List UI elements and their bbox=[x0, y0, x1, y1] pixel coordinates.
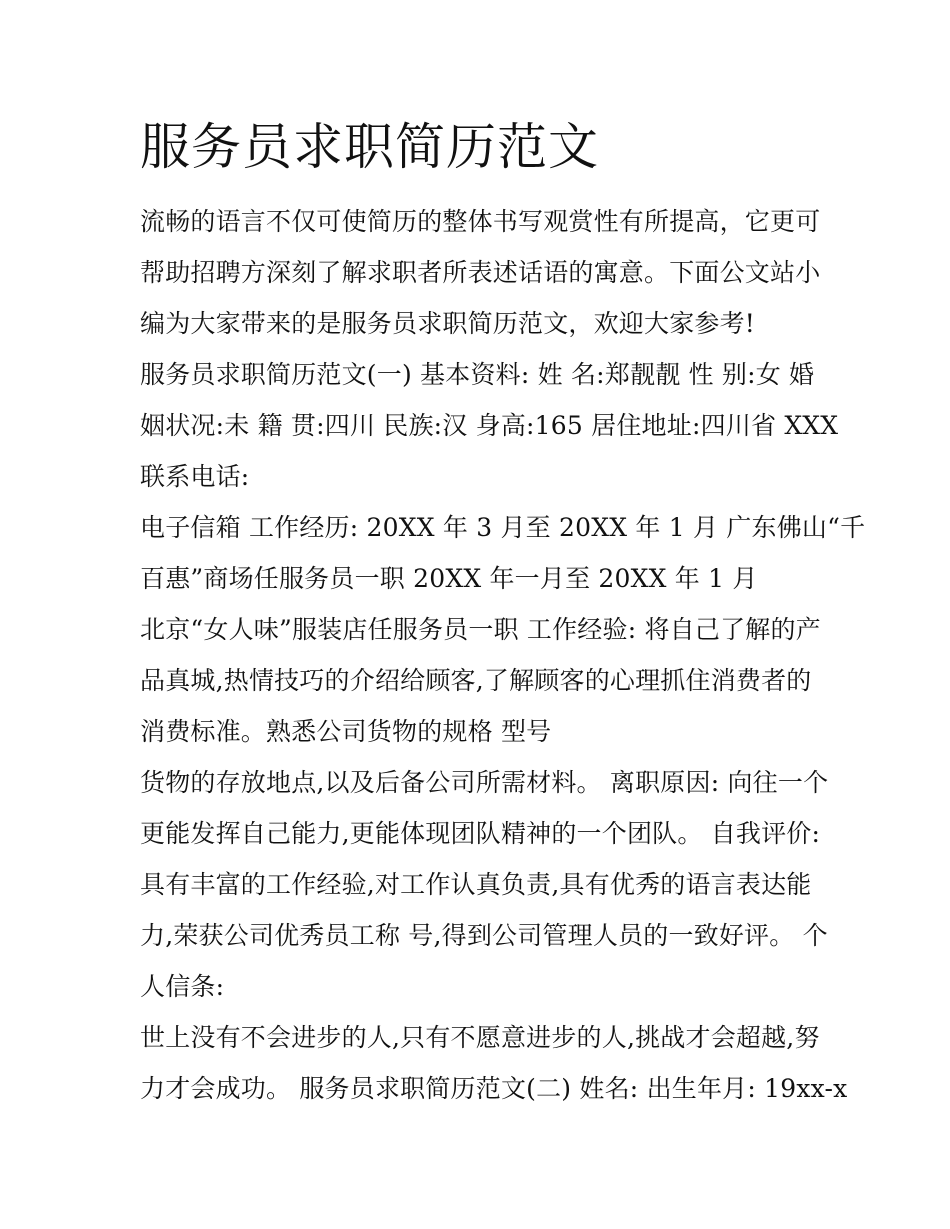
body-line: 百惠”商场任服务员一职 20XX 年一月至 20XX 年 1 月 bbox=[140, 564, 758, 593]
body-line: 姻状况:未 籍 贯:四川 民族:汉 身高:165 居住地址:四川省 XXX bbox=[140, 411, 839, 440]
body-line: 货物的存放地点,以及后备公司所需材料。 离职原因: 向往一个 bbox=[140, 768, 829, 797]
body-line: 力才会成功。 服务员求职简历范文(二) 姓名: 出生年月: 19xx-x bbox=[140, 1074, 848, 1103]
body-line: 流畅的语言不仅可使简历的整体书写观赏性有所提高，它更可 bbox=[140, 207, 821, 236]
body-line: 更能发挥自己能力,更能体现团队精神的一个团队。 自我评价: bbox=[140, 819, 821, 848]
document-title: 服务员求职简历范文 bbox=[140, 118, 599, 176]
body-line: 北京“女人味”服装店任服务员一职 工作经验: 将自己了解的产 bbox=[140, 615, 821, 644]
body-line: 联系电话: bbox=[140, 462, 250, 491]
body-line: 品真城,热情技巧的介绍给顾客,了解顾客的心理抓住消费者的 bbox=[140, 666, 812, 695]
body-line: 消费标准。熟悉公司货物的规格 型号 bbox=[140, 717, 552, 746]
body-line: 世上没有不会进步的人,只有不愿意进步的人,挑战才会超越,努 bbox=[140, 1023, 820, 1052]
body-line: 具有丰富的工作经验,对工作认真负责,具有优秀的语言表达能 bbox=[140, 870, 812, 899]
body-line: 编为大家带来的是服务员求职简历范文，欢迎大家参考! bbox=[140, 309, 756, 338]
body-line: 电子信箱 工作经历: 20XX 年 3 月至 20XX 年 1 月 广东佛山“千 bbox=[140, 513, 866, 542]
body-line: 力,荣获公司优秀员工称 号,得到公司管理人员的一致好评。 个 bbox=[140, 921, 828, 950]
body-line: 服务员求职简历范文(一) 基本资料: 姓 名:郑靓靓 性 别:女 婚 bbox=[140, 360, 815, 389]
body-line: 人信条: bbox=[140, 972, 225, 1001]
body-line: 帮助招聘方深刻了解求职者所表述话语的寓意。下面公文站小 bbox=[140, 258, 821, 287]
